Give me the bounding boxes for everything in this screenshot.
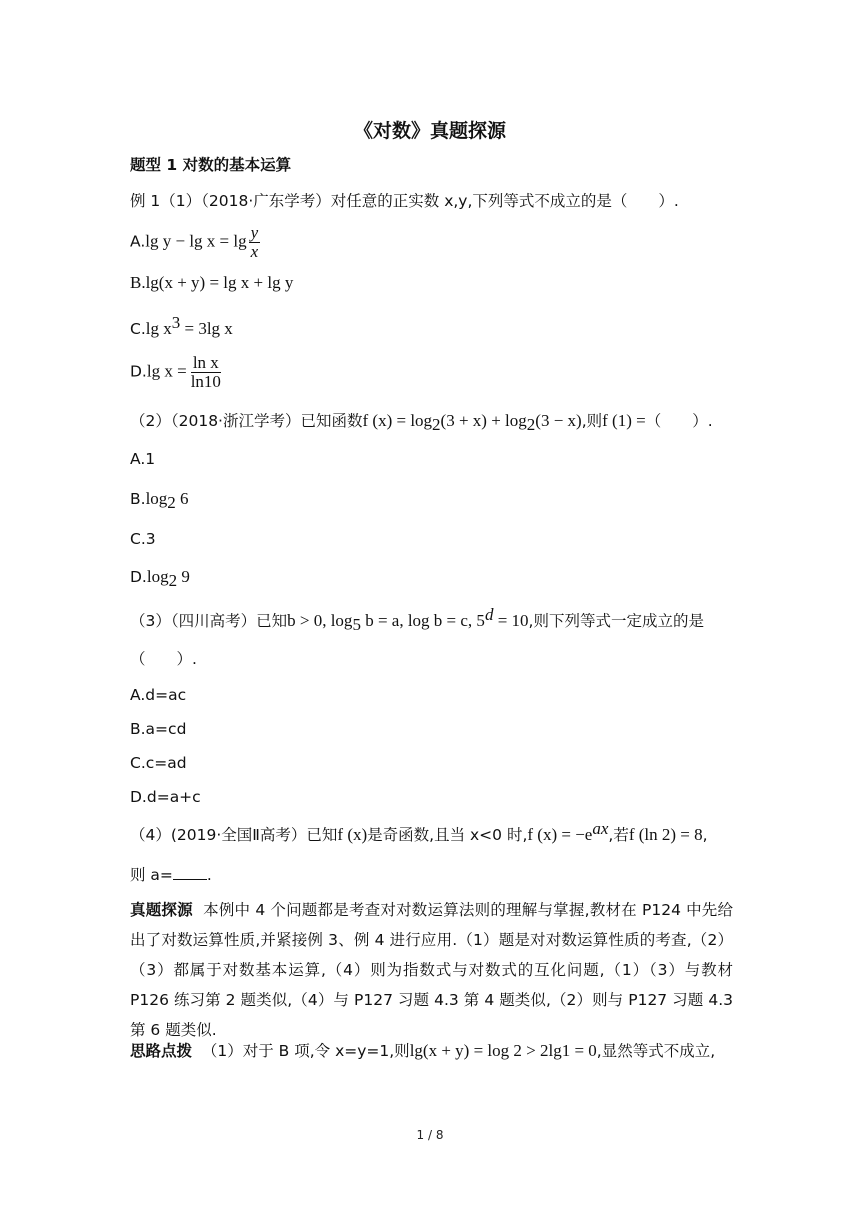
option-1a: A.lg y − lg x = lg $\frac{y}{x}$ xyxy=(130,223,259,261)
question-3-stem: （3）（四川高考）已知b > 0, $\log_5 b = a$, log b = c, $5^d = 10$,则下列等式一定成立的是 xyxy=(130,604,704,635)
option-2b: $B.\log_2$ 6 xyxy=(130,489,189,513)
page-number: 1 / 8 xyxy=(416,1128,444,1142)
option-3c: C.c=ad xyxy=(130,754,187,772)
question-4-stem: （4）(2019·全国Ⅱ高考）已知f (x)是奇函数,且当 x<0 时,f $(x) = -e^{ax}$,若f (ln 2) = 8, xyxy=(130,818,708,844)
option-2a: A.1 xyxy=(130,450,156,468)
option-2c: C.3 xyxy=(130,530,156,548)
option-1c: C.lg $x^3 = 3\lg$ x xyxy=(130,312,233,338)
section-heading: 题型 1 对数的基本运算 xyxy=(130,156,292,174)
option-3b: B.a=cd xyxy=(130,720,187,738)
question-2-stem: （2）（2018·浙江学考）已知函数f $(x) = \log_2(3 + x) + \log_2(3 - x)$,则f (1) =（ ）. xyxy=(130,411,713,435)
question-3-paren: （ ）. xyxy=(130,650,197,668)
option-3a: A.d=ac xyxy=(130,686,187,704)
source-text: 本例中 4 个问题都是考查对对数运算法则的理解与掌握,教材在 P124 中先给出了对数运算性质,并紧接例 3、例 4 进行应用.（1）题是对对数运算性质的考查,（2）（3）都属于对数基本运算,（4）则为指数式与对数式的互化问题,（1）（3）与教材 P126 练习第 2 题类似,（4）与 P127 习题 4.3 第 4 题类似,（2）则与 P127 习题 4.3 第 6 题类似. xyxy=(130,901,733,1039)
option-1b: B.lg(x + y) = lg x + lg y xyxy=(130,273,294,292)
option-1d: D.lg x = $\frac{\text{ln x}}{\ln 10}$ xyxy=(130,353,221,391)
answer-blank xyxy=(173,865,207,880)
source-paragraph xyxy=(130,895,733,1045)
question-4-answer-line: 则 a= . xyxy=(130,866,212,884)
hint-paragraph: 思路点拨 （1）对于 B 项,令 x=y=1,则lg(x + y) = log 2 > 2lg1 = 0,显然等式不成立, xyxy=(130,1041,716,1060)
option-3d: D.d=a+c xyxy=(130,788,201,806)
option-2d: $D.\log_2$ 9 xyxy=(130,567,190,591)
question-1-stem: 例 1（1）（2018·广东学考）对任意的正实数 x,y,下列等式不成立的是（ ）. xyxy=(130,192,679,210)
source-heading: 真题探源 xyxy=(130,901,193,919)
page-title: 《对数》真题探源 xyxy=(353,120,506,142)
